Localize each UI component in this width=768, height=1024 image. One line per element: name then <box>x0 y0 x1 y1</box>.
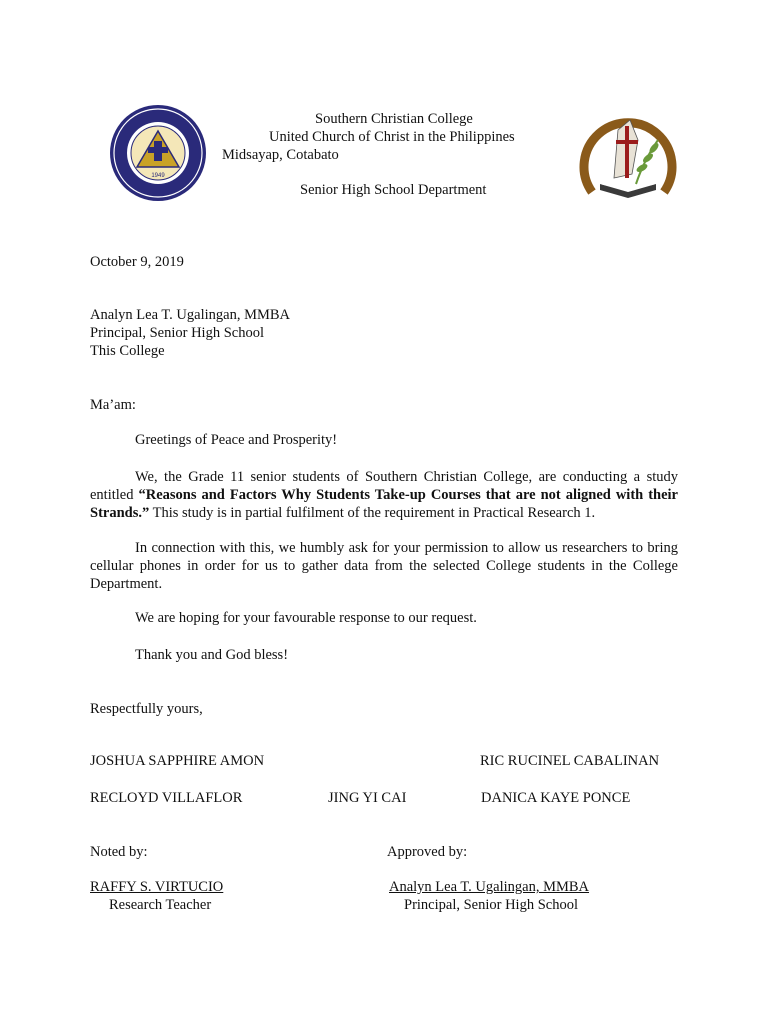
noted-by-label: Noted by: <box>90 844 148 860</box>
uccp-logo <box>578 100 678 210</box>
letter-date: October 9, 2019 <box>90 254 184 270</box>
signatory-name: JING YI CAI <box>328 790 407 806</box>
recipient-name: Analyn Lea T. Ugalingan, MMBA <box>90 307 291 323</box>
signatory-name: RECLOYD VILLAFLOR <box>90 790 243 806</box>
paragraph-study-start: We, the Grade 11 senior students of Southern Christian College, are conducting a study entitled <box>90 469 678 503</box>
noted-by-title: Research Teacher <box>109 897 212 913</box>
paragraph-hoping: We are hoping for your favourable response to our request. <box>135 610 477 626</box>
approved-by-title: Principal, Senior High School <box>404 897 578 913</box>
paragraph-request: In connection with this, we humbly ask for your permission to allow us researchers to bring cellular phones in order for us to gather data from the selected College students in the College Department. <box>90 540 678 592</box>
recipient-title: Principal, Senior High School <box>90 325 264 341</box>
paragraph-study-end: This study is in partial fulfilment of the requirement in Practical Research 1. <box>149 505 596 521</box>
closing: Respectfully yours, <box>90 701 203 717</box>
approved-by-name: Analyn Lea T. Ugalingan, MMBA <box>389 879 590 895</box>
header-department: Senior High School Department <box>300 182 487 198</box>
recipient-org: This College <box>90 343 165 359</box>
greeting: Greetings of Peace and Prosperity! <box>135 432 338 448</box>
signatory-name: RIC RUCINEL CABALINAN <box>480 753 660 769</box>
header-institution: Southern Christian College <box>315 111 473 127</box>
signatory-name: JOSHUA SAPPHIRE AMON <box>90 753 265 769</box>
paragraph-study <box>90 468 678 522</box>
noted-by-name: RAFFY S. VIRTUCIO <box>90 879 224 895</box>
paragraph-thanks: Thank you and God bless! <box>135 647 289 663</box>
svg-text:1949: 1949 <box>151 173 165 179</box>
school-seal-logo <box>108 103 208 203</box>
study-title: “Reasons and Factors Why Students Take-up Courses that are not aligned with their Strands.” <box>90 487 678 521</box>
header-church: United Church of Christ in the Philippines <box>269 129 515 145</box>
salutation: Ma’am: <box>90 397 136 413</box>
signatory-name: DANICA KAYE PONCE <box>481 790 631 806</box>
approved-by-label: Approved by: <box>387 844 468 860</box>
header-location: Midsayap, Cotabato <box>222 147 339 163</box>
